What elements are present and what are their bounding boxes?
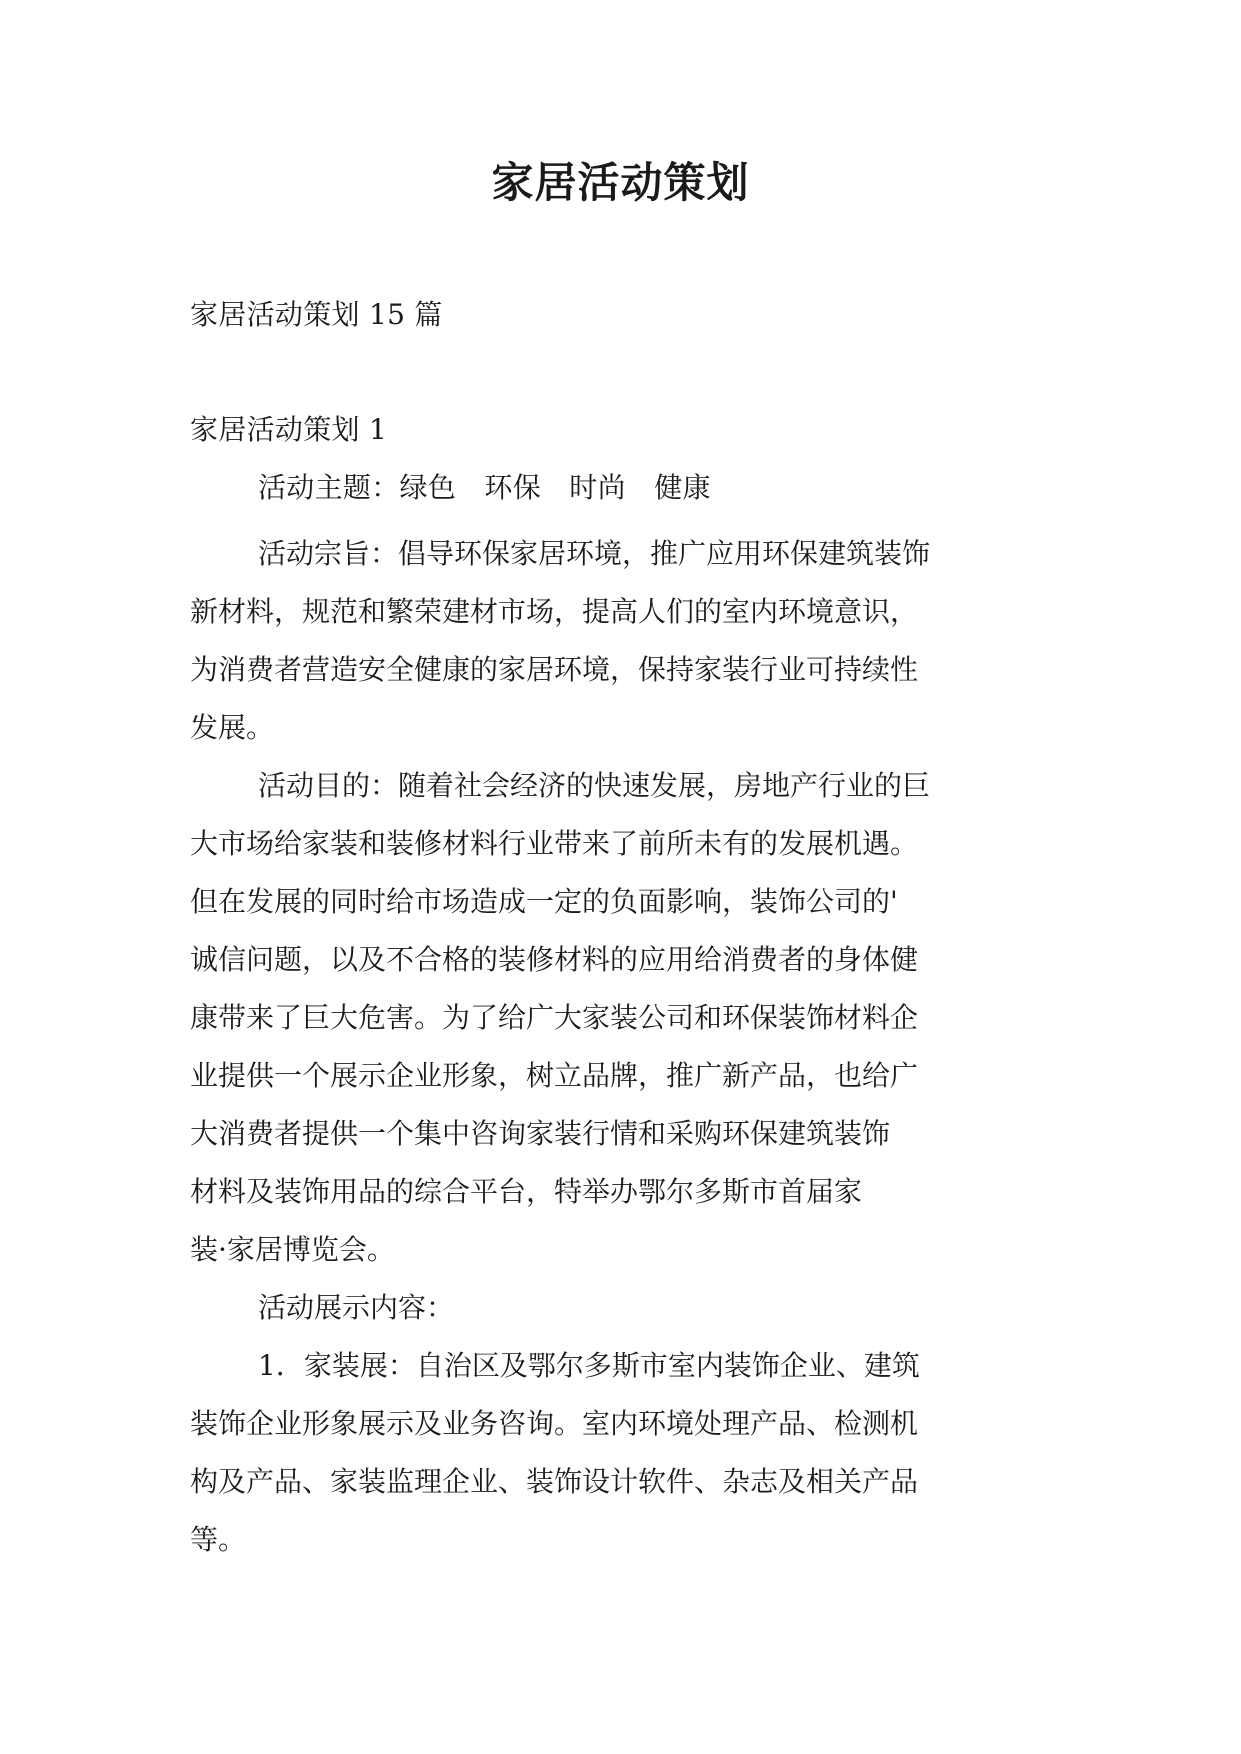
paragraph-line: 构及产品、家装监理企业、装饰设计软件、杂志及相关产品: [190, 1465, 919, 1498]
paragraph-line: 大消费者提供一个集中咨询家装行情和采购环保建筑装饰: [190, 1117, 891, 1150]
activity-content-label: [190, 1279, 1070, 1337]
paragraph-line: 业提供一个展示企业形象，树立品牌，推广新产品，也给广: [190, 1059, 919, 1092]
paragraph-line: 为消费者营造安全健康的家居环境，保持家装行业可持续性: [190, 653, 919, 686]
paragraph-line: 康带来了巨大危害。为了给广大家装公司和环保装饰材料企: [190, 1001, 919, 1034]
paragraph-line: 活动展示内容：: [258, 1291, 455, 1324]
paragraph-line: 活动宗旨：倡导环保家居环境，推广应用环保建筑装饰: [258, 537, 931, 570]
paragraph-line: 发展。: [190, 711, 275, 744]
activity-theme: 活动主题：绿色 环保 时尚 健康: [258, 471, 711, 504]
paragraph-line: 材料及装饰用品的综合平台，特举办鄂尔多斯市首届家: [190, 1175, 863, 1208]
content-item-1-paragraph: [190, 1337, 1070, 1569]
paragraph-line: 装·家居博览会。: [190, 1233, 395, 1266]
paragraph-line: 大市场给家装和装修材料行业带来了前所未有的发展机遇。: [190, 827, 919, 860]
paragraph-line: 装饰企业形象展示及业务咨询。室内环境处理产品、检测机: [190, 1407, 919, 1440]
paragraph-line: 诚信问题，以及不合格的装修材料的应用给消费者的身体健: [190, 943, 919, 976]
document-title: 家居活动策划: [491, 158, 750, 207]
paragraph-line: 1．家装展：自治区及鄂尔多斯市室内装饰企业、建筑: [258, 1349, 920, 1382]
activity-goal-paragraph: [190, 757, 1070, 1279]
activity-purpose-paragraph: [190, 525, 1070, 757]
paragraph-line: 但在发展的同时给市场造成一定的负面影响，装饰公司的': [190, 885, 898, 918]
paragraph-line: 新材料，规范和繁荣建材市场，提高人们的室内环境意识，: [190, 595, 919, 628]
section-heading: 家居活动策划 1: [190, 413, 388, 446]
paragraph-line: 等。: [190, 1523, 247, 1556]
document-subtitle: 家居活动策划 15 篇: [190, 298, 443, 331]
paragraph-line: 活动目的：随着社会经济的快速发展，房地产行业的巨: [258, 769, 931, 802]
